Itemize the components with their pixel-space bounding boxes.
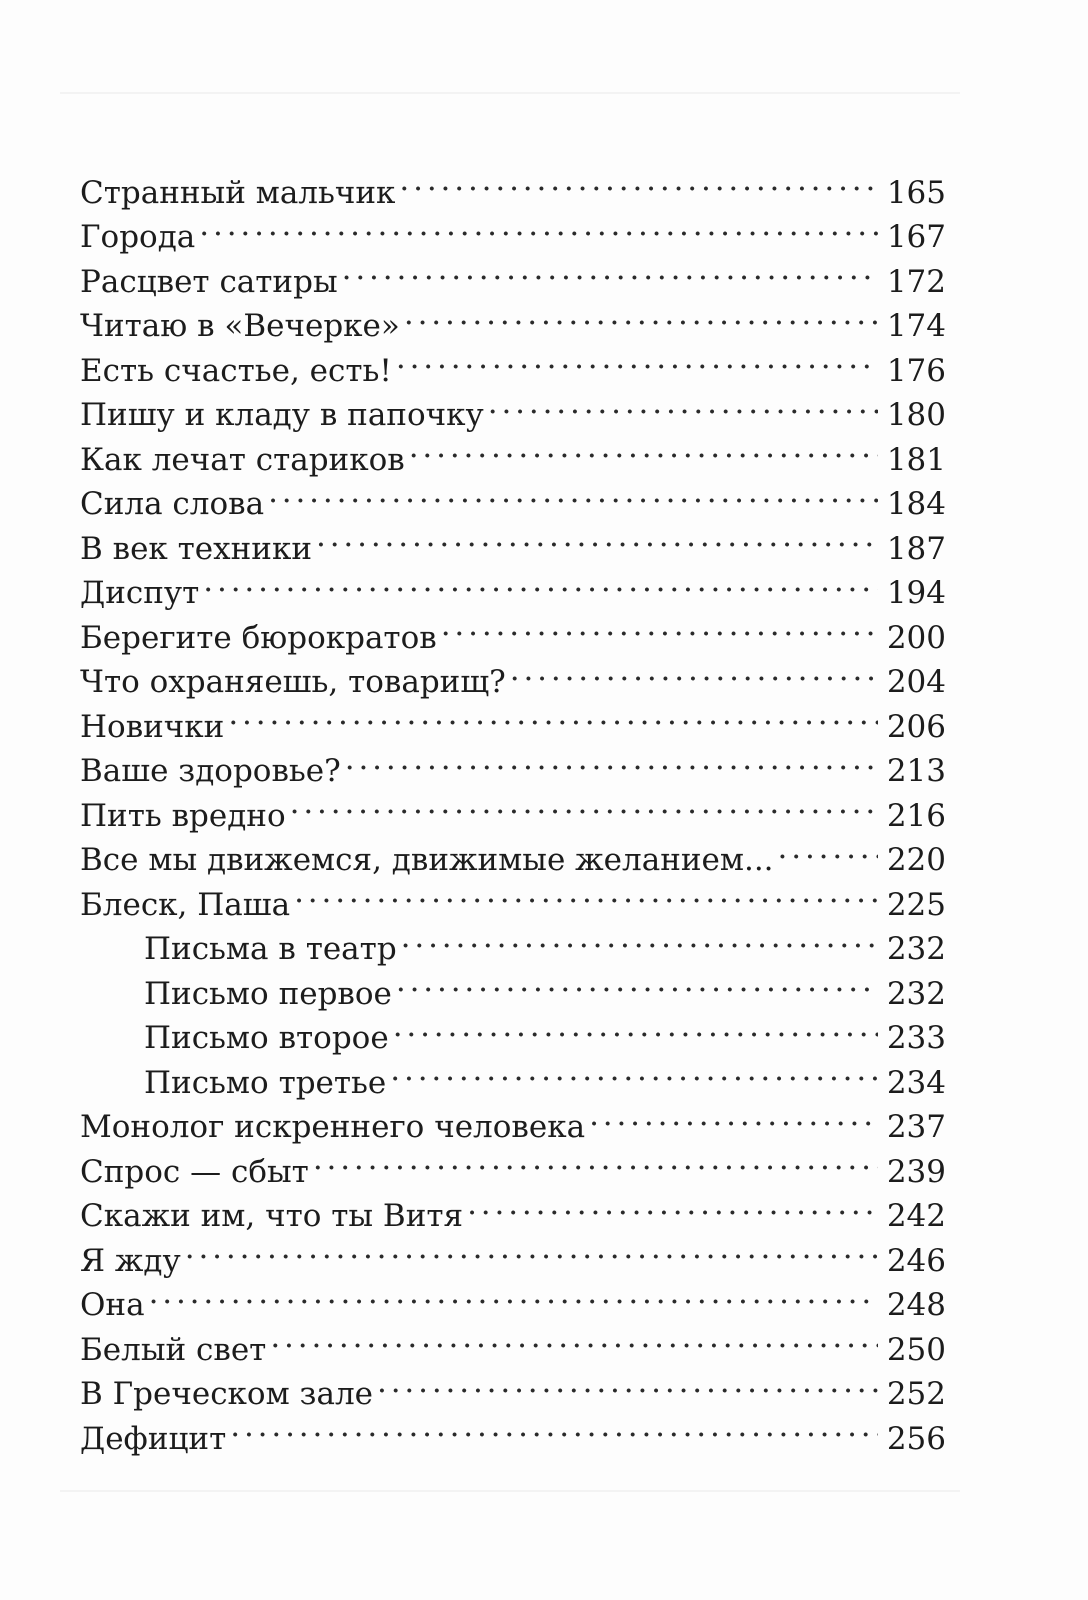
dot-leader [377,1360,878,1405]
dot-leader [409,425,878,470]
dot-leader [396,959,878,1004]
toc-entry-title: Города [80,219,196,255]
toc-entry-page-number: 256 [886,1420,946,1457]
toc-entry-page-number: 206 [886,708,946,745]
toc-entry-page-number: 204 [886,664,946,700]
dot-leader [345,737,878,782]
toc-entry-page-number: 237 [886,1109,946,1145]
dot-leader [390,1048,878,1093]
toc-entry-title: Скажи им, что ты Витя [80,1198,464,1234]
toc-entry-title: Ваше здоровье? [80,753,341,789]
toc-entry-title: Спрос — сбыт [80,1153,309,1190]
toc-entry-title: Письмо второе [144,1020,389,1056]
toc-entry-title: В век техники [80,530,313,567]
toc-entry-page-number: 233 [886,1020,946,1056]
dot-leader [185,1226,878,1271]
toc-entry-title: Письма в театр [144,931,397,967]
toc-entry [80,203,946,255]
dot-leader [270,1315,878,1360]
toc-entry-page-number: 213 [886,753,946,789]
dot-leader [203,559,878,604]
toc-entry-page-number: 181 [886,441,946,478]
dot-leader [199,203,878,248]
toc-entry-title: Есть счастье, есть! [80,352,392,389]
toc-entry-title: Письмо первое [144,975,392,1012]
dot-leader [294,870,878,915]
toc-entry-page-number: 232 [886,931,946,967]
toc-entry-page-number: 234 [886,1064,946,1101]
toc-entry-page-number: 242 [886,1198,946,1234]
toc-entry [80,158,946,211]
toc-entry-title: Пить вредно [80,797,286,834]
toc-entry-page-number: 239 [886,1153,946,1190]
toc-entry-title: Все мы движемся, движимые желанием... [80,842,774,878]
toc-entry-page-number: 232 [886,975,946,1012]
toc-entry-title: Монолог искреннего человека [80,1109,586,1145]
toc-entry-page-number: 187 [886,530,946,567]
dot-leader [393,1004,878,1049]
toc-entry-page-number: 167 [886,219,946,255]
toc-entry [80,1226,946,1279]
toc-entry [80,1271,946,1323]
toc-entry-title: Сила слова [80,486,265,522]
toc-entry-page-number: 200 [886,619,946,656]
toc-entry-page-number: 184 [886,486,946,522]
toc-entry-page-number: 248 [886,1287,946,1323]
toc-entry-title: Странный мальчик [80,174,396,211]
dot-leader [399,158,878,203]
toc-entry-page-number: 252 [886,1376,946,1412]
dot-leader [488,381,878,426]
dot-leader [228,692,878,737]
toc-entry [80,603,946,656]
dot-leader [316,514,878,559]
toc-entry-title: Читаю в «Вечерке» [80,308,400,344]
toc-entry-page-number: 194 [886,575,946,611]
toc-entry-page-number: 174 [886,308,946,344]
table-of-contents [80,158,946,1457]
toc-entry-page-number: 176 [886,352,946,389]
dot-leader [510,648,878,693]
dot-leader [404,292,878,337]
toc-entry-page-number: 246 [886,1242,946,1279]
toc-entry-page-number: 216 [886,797,946,834]
show-through-line [60,92,960,94]
toc-entry-title: Письмо третье [144,1064,387,1101]
toc-entry-title: Диспут [80,575,200,611]
toc-entry-page-number: 172 [886,263,946,300]
dot-leader [290,781,878,826]
dot-leader [589,1093,878,1138]
dot-leader [342,247,878,292]
dot-leader [467,1182,878,1227]
toc-entry-page-number: 165 [886,174,946,211]
toc-entry-title: Пишу и кладу в папочку [80,397,484,433]
dot-leader [441,603,878,648]
toc-entry-page-number: 250 [886,1331,946,1368]
show-through-line [60,1490,960,1492]
toc-entry-title: Она [80,1287,145,1323]
toc-entry-title: Берегите бюрократов [80,619,437,656]
toc-entry [80,247,946,300]
toc-entry-page-number: 220 [886,842,946,878]
toc-entry [80,1315,946,1368]
toc-entry-title: Расцвет сатиры [80,263,338,300]
toc-entry-title: Я жду [80,1242,181,1279]
toc-entry-page-number: 225 [886,886,946,923]
toc-entry-title: В Греческом зале [80,1376,373,1412]
dot-leader [230,1404,878,1449]
dot-leader [401,915,878,960]
dot-leader [149,1271,878,1316]
toc-entry-title: Новички [80,708,225,745]
toc-entry-title: Что охраняешь, товарищ? [80,664,506,700]
dot-leader [778,826,878,871]
toc-entry-title: Белый свет [80,1331,267,1368]
toc-entry [80,559,946,611]
dot-leader [313,1137,878,1182]
dot-leader [268,470,878,515]
dot-leader [396,336,878,381]
toc-entry-title: Дефицит [80,1420,227,1457]
toc-entry-page-number: 180 [886,397,946,433]
toc-entry-title: Блеск, Паша [80,886,291,923]
toc-entry-title: Как лечат стариков [80,441,405,478]
